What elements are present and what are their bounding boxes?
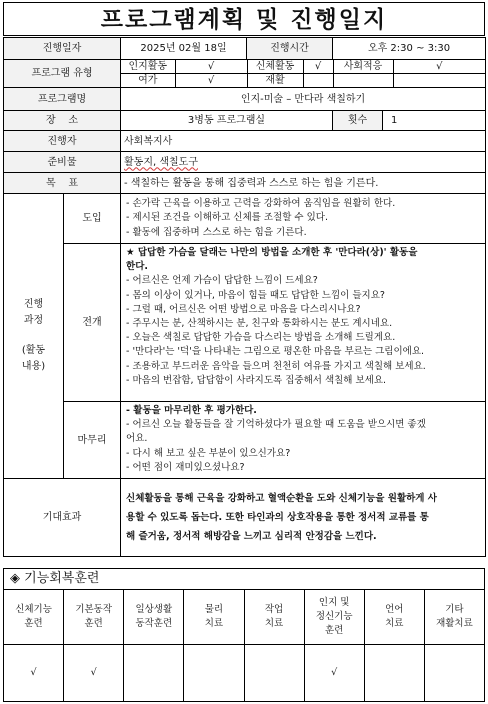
document-title: 프로그램계획 및 진행일지 <box>3 2 485 36</box>
cognitive-label: 인지활동 <box>121 60 175 74</box>
main-line: - '만다라'는 '덕'을 나타내는 그림으로 평온한 마음을 부르는 그림이에요. <box>126 346 425 358</box>
program-name-value: 인지-미술 – 만다라 색칠하기 <box>121 88 486 111</box>
social-check: √ <box>393 60 485 74</box>
main-heading: 한다. <box>126 261 148 273</box>
effect-line: 해 즐거움, 정서적 해방감을 느끼고 심리적 안정감을 느낀다. <box>126 531 377 542</box>
place-value: 3병동 프로그램실 <box>121 111 333 131</box>
materials-text: 활동지, 색칠도구 <box>124 156 198 168</box>
main-line: - 어르신은 언제 가슴이 답답한 느낌이 드세요? <box>126 275 318 287</box>
count-label: 횟수 <box>333 111 383 131</box>
effect-line: 용할 수 있도록 돕는다. 또한 타인과의 상호작용을 통한 정서적 교류를 통 <box>126 512 429 523</box>
header-physical-therapy: 물리 치료 <box>184 590 244 645</box>
date-label: 진행일자 <box>4 38 121 60</box>
effect-content <box>121 479 486 557</box>
leisure-label: 여가 <box>121 74 175 88</box>
physical-label: 신체활동 <box>247 60 303 74</box>
place-label: 장 소 <box>4 111 121 131</box>
end-heading: - 활동을 마무리한 후 평가한다. <box>126 405 257 416</box>
header-occupational-therapy: 작업 치료 <box>244 590 304 645</box>
social-label: 사회적응 <box>333 60 393 74</box>
rehab-check <box>303 74 333 88</box>
process-label <box>4 194 64 479</box>
check-physical-function: √ <box>4 645 64 702</box>
check-speech-therapy <box>364 645 424 702</box>
end-line: - 어르신 오늘 활동들을 잘 기억하셨다가 필요할 때 도움을 받으시면 좋겠 <box>126 419 426 431</box>
count-value: 1 <box>383 111 486 131</box>
intro-label: 도입 <box>64 194 121 244</box>
intro-line: - 제시된 조건을 이해하고 신체를 조절할 수 있다. <box>126 212 328 224</box>
program-type-grid <box>121 60 485 87</box>
program-name-label: 프로그램명 <box>4 88 121 111</box>
effect-label: 기대효과 <box>4 479 121 557</box>
check-physical-therapy <box>184 645 244 702</box>
intro-line: - 손가락 근육을 이용하고 근력을 강화하여 움직임을 원활히 한다. <box>126 198 396 210</box>
leader-value: 사회복지사 <box>121 131 486 152</box>
empty-cell <box>393 74 485 88</box>
goal-value: - 색칠하는 활동을 통해 집중력과 스스로 하는 힘을 기른다. <box>121 173 486 194</box>
end-label: 마무리 <box>64 402 121 479</box>
function-training-table <box>3 589 485 702</box>
program-type-label: 프로그램 유형 <box>4 60 121 88</box>
date-value: 2025년 02월 18일 <box>121 38 247 60</box>
main-line: - 주무시는 분, 산책하시는 분, 친구와 통화하시는 분도 계시네요. <box>126 318 393 330</box>
physical-check: √ <box>303 60 333 74</box>
end-line: - 다시 해 보고 싶은 부분이 있으신가요? <box>126 447 291 459</box>
cognitive-check: √ <box>175 60 247 74</box>
main-line: - 마음의 번잡함, 답답함이 사라지도록 집중해서 색칠해 보세요. <box>126 374 387 386</box>
main-line: - 오늘은 색칠로 답답한 가슴을 다스리는 방법을 소개해 드릴게요. <box>126 332 396 344</box>
time-value: 오후 2:30 ~ 3:30 <box>333 38 486 60</box>
materials-label: 준비물 <box>4 152 121 173</box>
end-content <box>121 402 486 479</box>
goal-label: 목 표 <box>4 173 121 194</box>
intro-content <box>121 194 486 244</box>
check-basic-movement: √ <box>64 645 124 702</box>
process-label-line: (활동 <box>21 345 46 356</box>
effect-line: 신체활동을 통해 근육을 강화하고 혈액순환을 도와 신체기능을 원활하게 사 <box>126 493 437 504</box>
end-line: 어요. <box>126 433 148 445</box>
header-other-rehab: 기타 재활치료 <box>424 590 484 645</box>
check-occupational-therapy <box>244 645 304 702</box>
process-label-line: 과정 <box>23 315 44 326</box>
program-log-table <box>3 37 486 557</box>
main-label: 전개 <box>64 244 121 402</box>
leader-label: 진행자 <box>4 131 121 152</box>
materials-value <box>121 152 486 173</box>
rehab-label: 재활 <box>247 74 303 88</box>
main-content <box>121 244 486 402</box>
check-other-rehab <box>424 645 484 702</box>
end-line: - 어떤 점이 재미있으셨나요? <box>126 461 245 473</box>
check-cognitive-mental: √ <box>304 645 364 702</box>
main-heading: ★ 답답한 가슴을 달래는 나만의 방법을 소개한 후 '만다라(상)' 활동을 <box>126 247 418 258</box>
header-cognitive-mental: 인지 및 정신기능 훈련 <box>304 590 364 645</box>
main-line: - 그럴 때, 어르신은 어떤 방법으로 마음을 다스리시나요? <box>126 303 361 315</box>
main-line: - 조용하고 부드러운 음악을 들으며 천천히 여유를 가지고 색칠해 보세요. <box>126 360 426 372</box>
process-label-line: 진행 <box>23 299 44 310</box>
time-label: 진행시간 <box>247 38 333 60</box>
intro-line: - 활동에 집중하며 스스로 하는 힘을 기른다. <box>126 226 307 238</box>
header-basic-movement: 기본동작 훈련 <box>64 590 124 645</box>
function-training-heading: ◈ 기능회복훈련 <box>3 568 485 590</box>
process-label-line: 내용) <box>21 361 46 372</box>
leisure-check: √ <box>175 74 247 88</box>
empty-cell <box>333 74 393 88</box>
check-daily-living <box>124 645 184 702</box>
header-physical-function: 신체기능 훈련 <box>4 590 64 645</box>
header-daily-living: 일상생활 동작훈련 <box>124 590 184 645</box>
main-line: - 몸의 이상이 있거나, 마음이 힘들 때도 답답한 느낌이 들지요? <box>126 289 385 301</box>
header-speech-therapy: 언어 치료 <box>364 590 424 645</box>
